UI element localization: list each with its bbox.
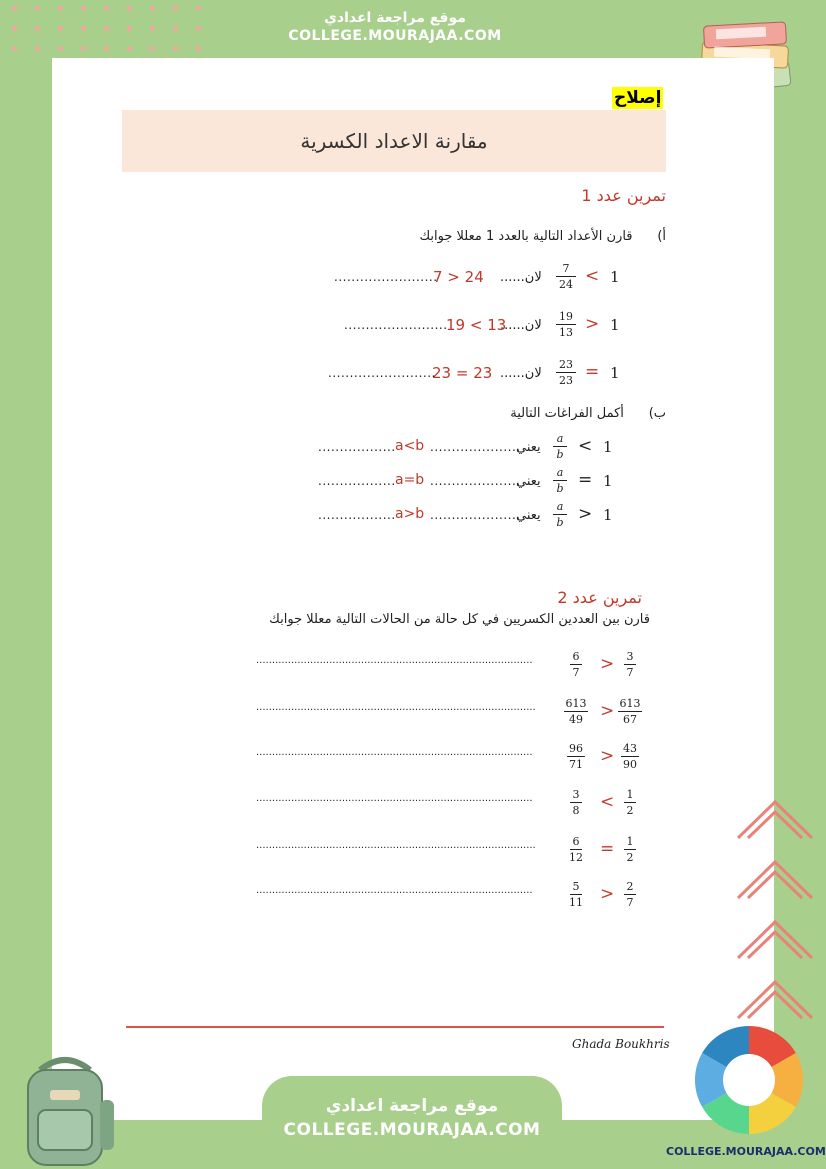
- answer-dots: .......................................................................................: [256, 747, 533, 758]
- numerator: 1: [626, 788, 634, 801]
- decor-dot: [12, 6, 17, 11]
- denominator: b: [556, 482, 564, 495]
- answer-dots: ........................: [334, 270, 438, 284]
- relation-symbol: =: [600, 839, 615, 859]
- chevron-up-icon: [730, 790, 820, 1040]
- answer-dots: .......................................................................................: [256, 885, 533, 896]
- relation-symbol: =: [578, 470, 593, 490]
- because-label: لان......: [500, 270, 542, 285]
- numerator: 2: [626, 880, 634, 893]
- decor-dot: [173, 6, 178, 11]
- decor-dot: [173, 46, 178, 51]
- decor-dot: [81, 46, 86, 51]
- because-label: لان......: [500, 318, 542, 333]
- decor-dot: [58, 26, 63, 31]
- fraction-right: [624, 650, 636, 679]
- numerator: 613: [565, 697, 587, 710]
- denominator: b: [556, 448, 564, 461]
- decorative-dots: [0, 0, 210, 60]
- decor-dot: [58, 6, 63, 11]
- decor-dot: [35, 6, 40, 11]
- denominator: 2: [626, 804, 634, 817]
- one-value: 1: [610, 364, 620, 382]
- denominator: 90: [623, 758, 637, 771]
- decor-dot: [12, 46, 17, 51]
- school-subjects-logo: [694, 1022, 804, 1142]
- numerator: a: [556, 466, 564, 479]
- means-label: يعني: [516, 474, 541, 489]
- denominator: 7: [626, 896, 634, 909]
- relation-symbol: >: [600, 746, 615, 766]
- decor-dot: [104, 26, 109, 31]
- one-value: 1: [603, 472, 613, 490]
- decor-dot: [104, 6, 109, 11]
- answer-dots-right: .....................: [430, 508, 521, 522]
- denominator: 12: [569, 851, 583, 864]
- reason-answer: 19 < 13: [446, 316, 507, 334]
- answer: a=b: [395, 472, 425, 488]
- denominator: 49: [569, 713, 583, 726]
- numerator: 23: [559, 358, 573, 371]
- footer-site-url[interactable]: COLLEGE.MOURAJAA.COM: [283, 1120, 541, 1140]
- fraction: [553, 466, 567, 495]
- logo-url[interactable]: COLLEGE.MOURAJAA.COM: [666, 1145, 826, 1158]
- footer-tab: [262, 1076, 562, 1169]
- decor-dot: [81, 26, 86, 31]
- footer-divider: [126, 1026, 664, 1028]
- fraction-right: [621, 742, 639, 771]
- denominator: b: [556, 516, 564, 529]
- answer-dots: .......................................................................................: [256, 655, 533, 666]
- footer-site-arabic: موقع مراجعة اعدادي: [325, 1096, 499, 1116]
- answer-dots-left: ..................: [318, 474, 396, 488]
- fraction-left: [570, 788, 582, 817]
- fraction-right: [624, 835, 636, 864]
- decor-dot: [12, 26, 17, 31]
- decor-dot: [58, 46, 63, 51]
- means-label: يعني: [516, 508, 541, 523]
- part-b-text: أكمل الفراغات التالية: [510, 406, 624, 421]
- because-label: لان......: [500, 366, 542, 381]
- numerator: 43: [623, 742, 637, 755]
- reason-answer: 7 > 24: [433, 268, 484, 286]
- numerator: a: [556, 432, 564, 445]
- decor-dot: [81, 6, 86, 11]
- numerator: 6: [572, 835, 580, 848]
- decor-dot: [196, 6, 201, 11]
- correction-label: إصلاح: [614, 88, 662, 108]
- author-signature: Ghada Boukhris: [572, 1037, 670, 1051]
- denominator: 67: [623, 713, 637, 726]
- relation-symbol: >: [600, 701, 615, 721]
- answer: a>b: [395, 506, 425, 522]
- answer-dots-left: ..................: [318, 508, 396, 522]
- fraction: [556, 262, 576, 291]
- relation-symbol: =: [585, 362, 600, 382]
- decor-dot: [127, 46, 132, 51]
- numerator: 3: [572, 788, 580, 801]
- denominator: 24: [559, 278, 573, 291]
- numerator: 5: [572, 880, 580, 893]
- worksheet-page: [52, 58, 774, 1120]
- fraction-left: [564, 697, 588, 726]
- fraction-left: [570, 880, 582, 909]
- fraction: [556, 358, 576, 387]
- decor-dot: [127, 26, 132, 31]
- numerator: 7: [562, 262, 570, 275]
- part-a-text: قارن الأعداد التالية بالعدد 1 معللا جوابك: [419, 229, 633, 244]
- fraction-right: [618, 697, 642, 726]
- answer-dots: ........................................................................................: [256, 840, 536, 851]
- numerator: a: [556, 500, 564, 513]
- answer-dots: ........................................................................................: [256, 702, 536, 713]
- exercise2-title: تمرين عدد 2: [557, 588, 642, 607]
- relation-symbol: >: [578, 504, 593, 524]
- exercise1-part-a-instruction: [360, 229, 666, 244]
- header-site-arabic: موقع مراجعة اعدادي: [324, 10, 466, 26]
- denominator: 11: [569, 896, 583, 909]
- decor-dot: [35, 46, 40, 51]
- fraction: [553, 432, 567, 461]
- decor-dot: [104, 46, 109, 51]
- part-b-marker: ب): [648, 406, 666, 421]
- denominator: 13: [559, 326, 573, 339]
- numerator: 19: [559, 310, 573, 323]
- denominator: 8: [572, 804, 580, 817]
- relation-symbol: >: [585, 314, 600, 334]
- decor-dot: [196, 46, 201, 51]
- fraction: [556, 310, 576, 339]
- numerator: 96: [569, 742, 583, 755]
- fraction-left: [567, 742, 585, 771]
- denominator: 71: [569, 758, 583, 771]
- decor-dot: [35, 26, 40, 31]
- denominator: 7: [626, 666, 634, 679]
- decor-dot: [150, 26, 155, 31]
- relation-symbol: <: [600, 792, 615, 812]
- answer-dots-right: .....................: [430, 474, 521, 488]
- fraction-left: [570, 835, 582, 864]
- fraction: [553, 500, 567, 529]
- denominator: 7: [572, 666, 580, 679]
- exercise2-instruction: قارن بين العددين الكسريين في كل حالة من الحالات التالية معللا جوابك: [269, 612, 650, 627]
- answer-dots: .........................: [328, 366, 436, 380]
- decor-dot: [173, 26, 178, 31]
- numerator: 3: [626, 650, 634, 663]
- denominator: 23: [559, 374, 573, 387]
- means-label: يعني: [516, 440, 541, 455]
- answer-dots-left: ..................: [318, 440, 396, 454]
- exercise1-part-b-instruction: [420, 406, 666, 421]
- worksheet-title: مقارنة الاعداد الكسرية: [300, 129, 488, 153]
- answer: a<b: [395, 438, 425, 454]
- header-tab: [262, 0, 528, 58]
- numerator: 1: [626, 835, 634, 848]
- part-a-marker: أ): [657, 229, 666, 244]
- answer-dots-right: .....................: [430, 440, 521, 454]
- relation-symbol: >: [600, 654, 615, 674]
- answer-dots: ........................: [344, 318, 448, 332]
- one-value: 1: [610, 316, 620, 334]
- backpack-icon: [10, 1050, 120, 1169]
- numerator: 6: [572, 650, 580, 663]
- one-value: 1: [610, 268, 620, 286]
- decor-dot: [150, 6, 155, 11]
- relation-symbol: >: [600, 884, 615, 904]
- numerator: 613: [619, 697, 641, 710]
- relation-symbol: <: [578, 436, 593, 456]
- one-value: 1: [603, 506, 613, 524]
- relation-symbol: <: [585, 266, 600, 286]
- fraction-right: [624, 788, 636, 817]
- one-value: 1: [603, 438, 613, 456]
- fraction-right: [624, 880, 636, 909]
- reason-answer: 23 = 23: [432, 364, 493, 382]
- title-box: [122, 110, 666, 172]
- denominator: 2: [626, 851, 634, 864]
- decor-dot: [127, 6, 132, 11]
- header-site-url[interactable]: COLLEGE.MOURAJAA.COM: [288, 28, 502, 44]
- decor-dot: [150, 46, 155, 51]
- answer-dots: .......................................................................................: [256, 793, 533, 804]
- fraction-left: [570, 650, 582, 679]
- exercise1-title: تمرين عدد 1: [581, 186, 666, 205]
- decor-dot: [196, 26, 201, 31]
